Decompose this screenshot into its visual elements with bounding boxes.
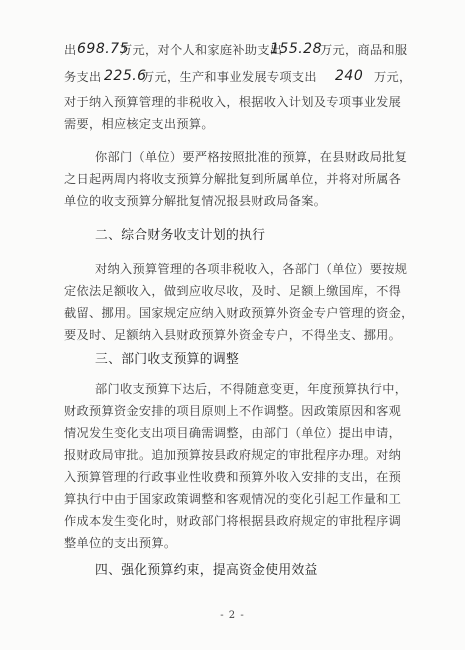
- line-text: 报财政局审批。追加预算按县政府规定的审批程序办理。对纳: [64, 448, 402, 462]
- text-segment: 务支出: [64, 70, 102, 84]
- text-segment: 万元，生产和事业发展专项支出: [142, 70, 317, 84]
- handwritten-amount: 225.6: [104, 68, 147, 84]
- line-text: 作成本发生变化时，财政部门将根据县政府规定的审批程序调: [64, 514, 402, 528]
- line-text: 定依法足额收入，做到应收尽收，及时、足额上缴国库，不得: [64, 284, 402, 298]
- line-text: 财政预算资金安排的项目原则上不作调整。因政策原因和客观: [64, 404, 402, 418]
- handwritten-amount: 240: [335, 68, 364, 84]
- line-text: 对于纳入预算管理的非税收入，根据收入计划及专项事业发展: [64, 95, 402, 109]
- heading-text: 三、部门收支预算的调整: [95, 352, 240, 367]
- line-text: 要及时、足额纳入县财政预算外资金专户，不得坐支、挪用。: [64, 328, 402, 342]
- line-text: 单位的收支预算分解批复情况报县财政局备案。: [64, 194, 327, 208]
- line-text: 情况发生变化支出项目确需调整，由部门（单位）提出申请，: [64, 426, 402, 440]
- line-text: 部门收支预算下达后，不得随意变更，年度预算执行中，: [95, 382, 408, 396]
- line-text: 算执行中由于国家政策调整和客观情况的变化引起工作量和工: [64, 492, 402, 506]
- line-text: 需要，相应核定支出预算。: [64, 117, 214, 131]
- page-number: - 2 -: [220, 610, 245, 621]
- text-segment: 万元，商品和服: [320, 43, 408, 57]
- text-segment: 出: [64, 43, 77, 57]
- heading-text: 二、综合财务收支计划的执行: [95, 228, 266, 243]
- handwritten-amount: 698.75: [77, 41, 129, 57]
- handwritten-amount: 155.28: [270, 41, 322, 57]
- text-segment: 万元，对个人和家庭补助支出: [120, 43, 283, 57]
- line-text: 之日起两周内将收支预算分解批复到所属单位，并将对所属各: [64, 172, 402, 186]
- heading-text: 四、强化预算约束，提高资金使用效益: [95, 563, 318, 578]
- line-text: 你部门（单位）要严格按照批准的预算，在县财政局批复: [95, 150, 408, 164]
- line-text: 截留、挪用。国家规定应纳入财政预算外资金专户管理的资金，: [64, 306, 414, 320]
- line-text: 对纳入预算管理的各项非税收入，各部门（单位）要按规: [95, 262, 408, 276]
- line-text: 整单位的支出预算。: [64, 536, 177, 550]
- text-segment: 万元，: [374, 70, 412, 84]
- line-text: 入预算管理的行政事业性收费和预算外收入安排的支出，在预: [64, 470, 402, 484]
